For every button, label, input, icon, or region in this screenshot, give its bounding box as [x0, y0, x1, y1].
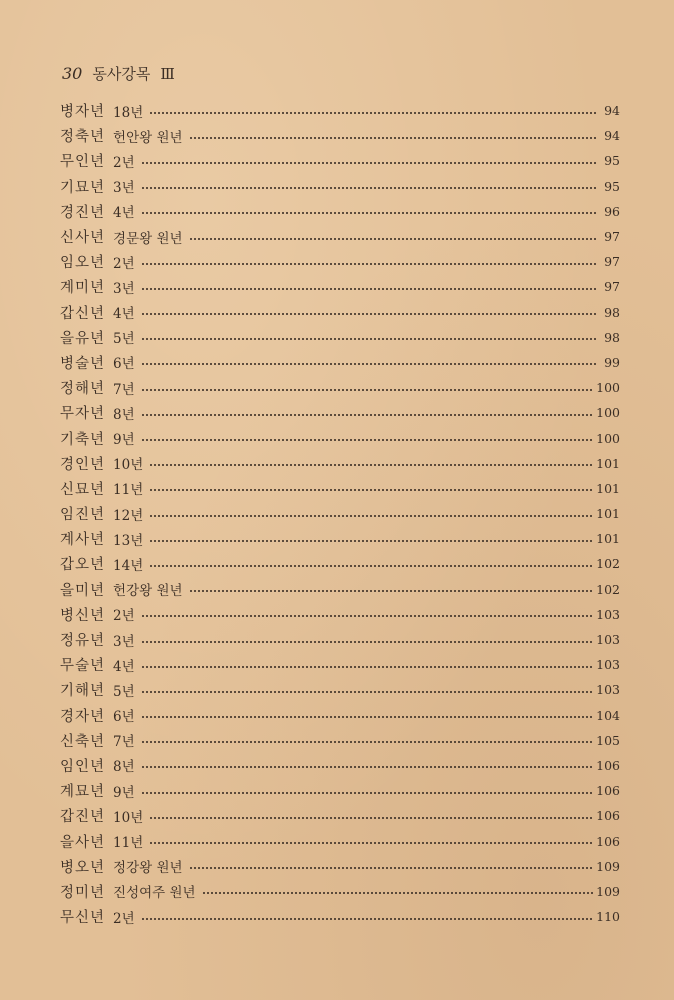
toc-page-number: 100: [596, 380, 620, 396]
toc-entry: [60, 98, 620, 123]
toc-reign-year: 헌안왕 원년: [113, 129, 183, 146]
toc-reign-year: 3년: [113, 633, 135, 650]
toc-entry: [60, 753, 620, 778]
toc-reign-year: 4년: [113, 205, 135, 222]
toc-reign-year: 6년: [113, 709, 135, 726]
toc-reign-year: 14년: [113, 557, 144, 574]
toc-page-number: 106: [596, 833, 620, 849]
page-number: 30: [62, 64, 83, 83]
toc-entry: [60, 904, 620, 929]
toc-year: 기해년: [60, 683, 106, 700]
toc-year: 경자년: [60, 708, 106, 725]
toc-year: 을사년: [60, 834, 106, 851]
toc-reign-year: 4년: [113, 658, 135, 675]
toc-entry: [60, 677, 620, 702]
dot-leader: [141, 918, 594, 920]
dot-leader: [189, 137, 596, 139]
volume-number: Ⅲ: [160, 65, 175, 83]
toc-year: 병자년: [60, 104, 106, 121]
toc-year: 무자년: [60, 406, 106, 423]
toc-page-number: 99: [604, 354, 620, 370]
toc-reign-year: 7년: [113, 734, 135, 751]
toc-page-number: 97: [604, 254, 620, 270]
toc-entry: [60, 879, 620, 904]
toc-entry: [60, 501, 620, 526]
toc-year: 무술년: [60, 658, 106, 675]
toc-page-number: 98: [604, 329, 620, 345]
toc-page-number: 101: [596, 455, 620, 471]
toc-entry: [60, 425, 620, 450]
toc-reign-year: 정강왕 원년: [113, 860, 183, 877]
toc-year: 신묘년: [60, 481, 106, 498]
toc-entry: [60, 526, 620, 551]
toc-entry: [60, 451, 620, 476]
toc-year: 정축년: [60, 129, 106, 146]
dot-leader: [149, 489, 594, 491]
toc-year: 신사년: [60, 230, 106, 247]
dot-leader: [149, 540, 594, 542]
toc-reign-year: 경문왕 원년: [113, 230, 183, 247]
toc-year: 정미년: [60, 884, 106, 901]
toc-page-number: 97: [604, 279, 620, 295]
toc-year: 기묘년: [60, 179, 106, 196]
toc-year: 을미년: [60, 582, 106, 599]
toc-page-number: 95: [604, 153, 620, 169]
toc-reign-year: 13년: [113, 532, 144, 549]
toc-entry: [60, 577, 620, 602]
dot-leader: [189, 867, 595, 869]
toc-entry: [60, 325, 620, 350]
toc-reign-year: 5년: [113, 683, 135, 700]
toc-reign-year: 18년: [113, 104, 144, 121]
toc-entry: [60, 300, 620, 325]
dot-leader: [149, 565, 594, 567]
dot-leader: [149, 464, 594, 466]
dot-leader: [149, 817, 594, 819]
toc-reign-year: 3년: [113, 180, 135, 197]
toc-page-number: 96: [604, 203, 620, 219]
toc-year: 정해년: [60, 381, 106, 398]
toc-year: 계묘년: [60, 784, 106, 801]
toc-page-number: 105: [596, 732, 620, 748]
toc-reign-year: 8년: [113, 406, 135, 423]
toc-year: 경진년: [60, 204, 106, 221]
toc-entry: [60, 703, 620, 728]
table-of-contents: [60, 98, 620, 929]
toc-reign-year: 10년: [113, 457, 144, 474]
toc-entry: [60, 224, 620, 249]
toc-year: 갑오년: [60, 557, 106, 574]
toc-year: 임인년: [60, 758, 106, 775]
toc-year: 경인년: [60, 456, 106, 473]
toc-year: 임오년: [60, 255, 106, 272]
toc-reign-year: 3년: [113, 280, 135, 297]
dot-leader: [202, 892, 595, 894]
toc-entry: [60, 728, 620, 753]
toc-reign-year: 헌강왕 원년: [113, 583, 183, 600]
toc-page-number: 109: [596, 858, 620, 874]
toc-year: 임진년: [60, 507, 106, 524]
toc-year: 병술년: [60, 355, 106, 372]
toc-entry: [60, 627, 620, 652]
toc-year: 정유년: [60, 633, 106, 650]
toc-year: 갑진년: [60, 809, 106, 826]
toc-entry: [60, 174, 620, 199]
toc-year: 계사년: [60, 532, 106, 549]
dot-leader: [141, 162, 596, 164]
dot-leader: [141, 741, 594, 743]
toc-page-number: 97: [604, 229, 620, 245]
toc-page-number: 95: [604, 178, 620, 194]
toc-page-number: 106: [596, 757, 620, 773]
toc-reign-year: 진성여주 원년: [113, 885, 196, 902]
dot-leader: [189, 590, 595, 592]
toc-entry: [60, 199, 620, 224]
toc-page-number: 94: [604, 103, 620, 119]
toc-reign-year: 6년: [113, 356, 135, 373]
toc-year: 갑신년: [60, 305, 106, 322]
dot-leader: [141, 414, 594, 416]
toc-page-number: 100: [596, 430, 620, 446]
dot-leader: [149, 842, 594, 844]
toc-page-number: 106: [596, 783, 620, 799]
toc-reign-year: 12년: [113, 507, 144, 524]
toc-page-number: 101: [596, 506, 620, 522]
toc-entry: [60, 400, 620, 425]
dot-leader: [141, 338, 596, 340]
toc-page-number: 101: [596, 480, 620, 496]
dot-leader: [141, 187, 596, 189]
toc-reign-year: 8년: [113, 759, 135, 776]
page-header: [62, 63, 175, 84]
dot-leader: [141, 313, 596, 315]
toc-year: 병오년: [60, 859, 106, 876]
dot-leader: [141, 641, 594, 643]
dot-leader: [141, 363, 596, 365]
toc-page-number: 103: [596, 632, 620, 648]
toc-page-number: 101: [596, 531, 620, 547]
toc-page-number: 103: [596, 657, 620, 673]
toc-year: 신축년: [60, 733, 106, 750]
toc-year: 계미년: [60, 280, 106, 297]
toc-entry: [60, 602, 620, 627]
toc-page-number: 106: [596, 808, 620, 824]
toc-reign-year: 2년: [113, 910, 135, 927]
toc-page-number: 104: [596, 707, 620, 723]
toc-page-number: 98: [604, 304, 620, 320]
toc-year: 병신년: [60, 607, 106, 624]
toc-page-number: 100: [596, 405, 620, 421]
toc-entry: [60, 148, 620, 173]
toc-year: 무신년: [60, 910, 106, 927]
dot-leader: [141, 666, 594, 668]
dot-leader: [149, 515, 594, 517]
toc-page-number: 103: [596, 682, 620, 698]
toc-reign-year: 9년: [113, 784, 135, 801]
toc-entry: [60, 551, 620, 576]
toc-entry: [60, 350, 620, 375]
dot-leader: [141, 212, 596, 214]
toc-entry: [60, 375, 620, 400]
toc-reign-year: 2년: [113, 255, 135, 272]
dot-leader: [141, 439, 594, 441]
dot-leader: [141, 792, 594, 794]
dot-leader: [141, 288, 596, 290]
toc-reign-year: 11년: [113, 482, 144, 499]
toc-entry: [60, 123, 620, 148]
toc-entry: [60, 778, 620, 803]
toc-year: 을유년: [60, 330, 106, 347]
toc-reign-year: 5년: [113, 331, 135, 348]
toc-page-number: 110: [596, 909, 620, 925]
toc-entry: [60, 274, 620, 299]
toc-reign-year: 4년: [113, 306, 135, 323]
toc-reign-year: 9년: [113, 432, 135, 449]
toc-page-number: 102: [596, 556, 620, 572]
toc-page-number: 109: [596, 883, 620, 899]
toc-reign-year: 11년: [113, 835, 144, 852]
toc-entry: [60, 249, 620, 274]
toc-entry: [60, 803, 620, 828]
toc-page-number: 103: [596, 606, 620, 622]
dot-leader: [141, 716, 594, 718]
dot-leader: [141, 389, 594, 391]
dot-leader: [141, 691, 594, 693]
toc-entry: [60, 476, 620, 501]
toc-reign-year: 10년: [113, 809, 144, 826]
toc-entry: [60, 652, 620, 677]
toc-page-number: 102: [596, 581, 620, 597]
toc-entry: [60, 854, 620, 879]
toc-year: 무인년: [60, 154, 106, 171]
toc-reign-year: 7년: [113, 381, 135, 398]
toc-entry: [60, 828, 620, 853]
dot-leader: [141, 615, 594, 617]
toc-page-number: 94: [604, 128, 620, 144]
dot-leader: [141, 263, 596, 265]
dot-leader: [189, 238, 596, 240]
dot-leader: [149, 112, 596, 114]
toc-year: 기축년: [60, 431, 106, 448]
toc-reign-year: 2년: [113, 608, 135, 625]
dot-leader: [141, 766, 594, 768]
toc-reign-year: 2년: [113, 154, 135, 171]
book-title: 동사강목: [92, 65, 151, 83]
